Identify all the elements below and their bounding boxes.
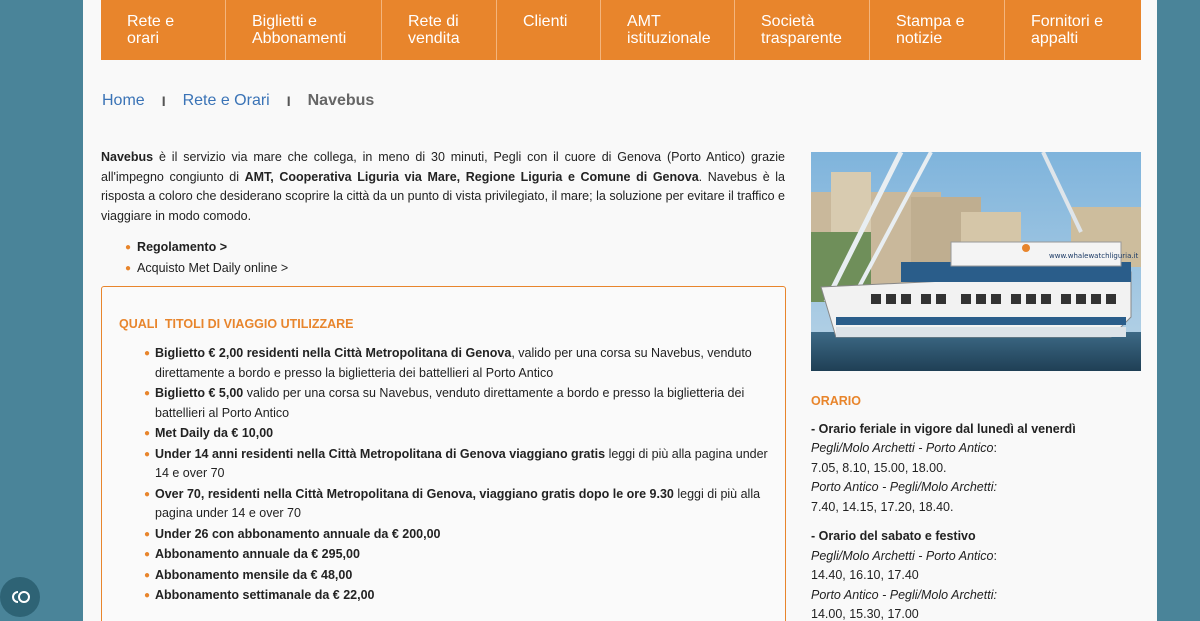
orario-route: Pegli/Molo Archetti - Porto Antico — [811, 441, 994, 455]
orario-route: Pegli/Molo Archetti - Porto Antico — [811, 548, 994, 563]
orario-section: ORARIO - Orario feriale in vigore dal lunedì al venerdì Pegli/Molo Archetti - Porto Antico: 7.05, 8.10, 15.00, 18.00. Porto Antico - Pegli/Molo Archetti: 7.40, 14.15, 17.20, 18.40. - Orario del sabato e festivo Pegli/Molo Archetti - Porto Antico: 14.40, 16.10, 17.40 Porto Antico - Pegli/Molo Archetti: 14.00, 15.30, 17.00 — [811, 392, 1141, 621]
orario-route: Porto Antico - Pegli/Molo Archetti: — [811, 587, 997, 602]
ticket-item — [144, 424, 774, 444]
regolamento-item — [125, 237, 288, 258]
ticket-item-text: leggi di più alla pagina under 14 e over 70 — [155, 446, 768, 480]
orario-times: 7.40, 14.15, 17.20, 18.40. — [811, 499, 954, 514]
ticket-item — [144, 485, 774, 524]
orario-times: 14.00, 15.30, 17.00 — [811, 607, 919, 621]
nav-label: Società — [761, 13, 815, 30]
ticket-item-title: Abbonamento mensile da € 48,00 — [155, 567, 353, 582]
ferry-image — [811, 152, 1141, 371]
ticket-item-title: Abbonamento settimanale da € 22,00 — [155, 588, 375, 602]
nav-label: orari — [127, 30, 160, 47]
navebus-photo — [811, 152, 1141, 371]
nav-amt-istituzionale[interactable] — [601, 0, 735, 60]
regolamento-link[interactable]: Regolamento > — [137, 240, 227, 254]
bullet-icon: ● — [125, 263, 132, 274]
nav-label: appalti — [1031, 30, 1079, 47]
nav-label: Rete di — [408, 13, 459, 30]
tickets-box-title: QUALI TITOLI DI VIAGGIO UTILIZZARE — [119, 317, 354, 331]
ticket-item-title: Biglietto € 5,00 — [155, 386, 244, 400]
ticket-item-text: valido per una corsa su Navebus, venduto direttamente a bordo e presso la biglietteria dei battellieri al Porto Antico — [155, 386, 745, 420]
orario-festivo-heading: - Orario del sabato e festivo — [811, 529, 976, 543]
acquisto-item — [125, 258, 288, 279]
ticket-item-title: Biglietto € 2,00 residenti nella Città Metropolitana di Genova — [155, 346, 512, 360]
nav-label: Fornitori e — [1031, 13, 1104, 30]
bullet-icon: ● — [144, 528, 151, 540]
bullet-icon: ● — [144, 348, 151, 359]
bullet-icon: ● — [125, 242, 132, 253]
ticket-item-text: , valido per una corsa su Navebus, venduto direttamente a bordo e presso la biglietteria dei battellieri al Porto Antico — [155, 346, 752, 380]
bullet-icon: ● — [144, 488, 151, 500]
bullet-icon: ● — [144, 448, 151, 460]
ticket-item-title: Under 14 anni residenti nella Città Metropolitana di Genova viaggiano gratis — [155, 446, 606, 461]
intro-paragraph — [101, 148, 785, 226]
intro-strong-navebus: Navebus — [101, 150, 154, 164]
nav-label: Clienti — [523, 13, 568, 30]
nav-label: Rete e — [127, 13, 175, 30]
page-content — [83, 0, 1157, 621]
orario-title: ORARIO — [811, 394, 861, 408]
nav-clienti[interactable] — [497, 0, 601, 60]
nav-rete-e-orari[interactable] — [101, 0, 226, 60]
orario-times: 14.40, 16.10, 17.40 — [811, 568, 919, 582]
nav-label: vendita — [408, 30, 460, 47]
nav-societa-trasparente[interactable] — [735, 0, 870, 60]
ticket-item-text: leggi di più alla pagina under 14 e over 70 — [155, 486, 761, 520]
main-navigation — [101, 0, 1141, 60]
breadcrumb-current: Navebus — [307, 92, 375, 109]
nav-biglietti-abbonamenti[interactable] — [226, 0, 382, 60]
nav-rete-di-vendita[interactable] — [382, 0, 497, 60]
nav-fornitori-appalti[interactable] — [1005, 0, 1141, 60]
bullet-icon: ● — [144, 549, 151, 560]
orario-route: Porto Antico - Pegli/Molo Archetti: — [811, 480, 997, 494]
ticket-item-title: Abbonamento annuale da € 295,00 — [155, 547, 360, 561]
cookie-consent-button[interactable] — [0, 577, 40, 617]
intro-text: . Navebus è la risposta a coloro che desiderano scoprire la città da un punto di vista privilegiato, il mare; la soluzione per evitare il traffico e viaggiare in modo comodo. — [101, 169, 785, 223]
breadcrumb-home-link[interactable]: Home — [102, 92, 145, 109]
ticket-item-title: Met Daily da € 10,00 — [155, 426, 274, 440]
bullet-icon: ● — [144, 569, 151, 581]
ticket-item — [144, 384, 774, 423]
ticket-item — [144, 566, 774, 586]
links-list — [125, 237, 288, 279]
nav-label: trasparente — [761, 30, 842, 47]
bullet-icon: ● — [144, 590, 151, 601]
ticket-item — [144, 445, 774, 484]
nav-label: Abbonamenti — [252, 30, 347, 47]
nav-label: Stampa e — [896, 13, 965, 30]
ticket-item-title: Over 70, residenti nella Città Metropolitana di Genova, viaggiano gratis dopo le ore 9.30 — [155, 486, 674, 501]
breadcrumb-separator: I — [161, 93, 166, 109]
nav-label: istituzionale — [627, 30, 711, 47]
tickets-list — [144, 344, 774, 607]
breadcrumb-rete-orari-link[interactable]: Rete e Orari — [182, 92, 270, 109]
nav-label: Biglietti e — [252, 13, 317, 30]
ticket-item — [144, 344, 774, 383]
ticket-item — [144, 545, 774, 565]
nav-stampa-notizie[interactable] — [870, 0, 1005, 60]
orario-feriale-heading: - Orario feriale in vigore dal lunedì al venerdì — [811, 421, 1076, 436]
bullet-icon: ● — [144, 428, 151, 439]
intro-text: è il servizio via mare che collega, in meno di 30 minuti, Pegli con il cuore di Genova (Porto Antico) grazie all'impegno congiunto di — [101, 150, 785, 184]
breadcrumb-separator: I — [286, 93, 291, 109]
ship-website-text: www.whalewatchliguria.it — [1049, 252, 1139, 260]
ticket-item-title: Under 26 con abbonamento annuale da € 200,00 — [155, 526, 441, 541]
ticket-item — [144, 525, 774, 545]
orario-times: 7.05, 8.10, 15.00, 18.00. — [811, 460, 947, 475]
nav-label: notizie — [896, 30, 943, 47]
bullet-icon: ● — [144, 388, 151, 399]
intro-strong-partners: AMT, Cooperativa Liguria via Mare, Regione Liguria e Comune di Genova — [244, 169, 699, 184]
ticket-item — [144, 586, 774, 606]
nav-label: AMT — [627, 13, 661, 30]
breadcrumb — [102, 92, 374, 110]
tickets-box — [101, 286, 786, 621]
cookie-settings-icon — [9, 590, 31, 604]
acquisto-met-daily-link[interactable]: Acquisto Met Daily online > — [137, 261, 289, 275]
